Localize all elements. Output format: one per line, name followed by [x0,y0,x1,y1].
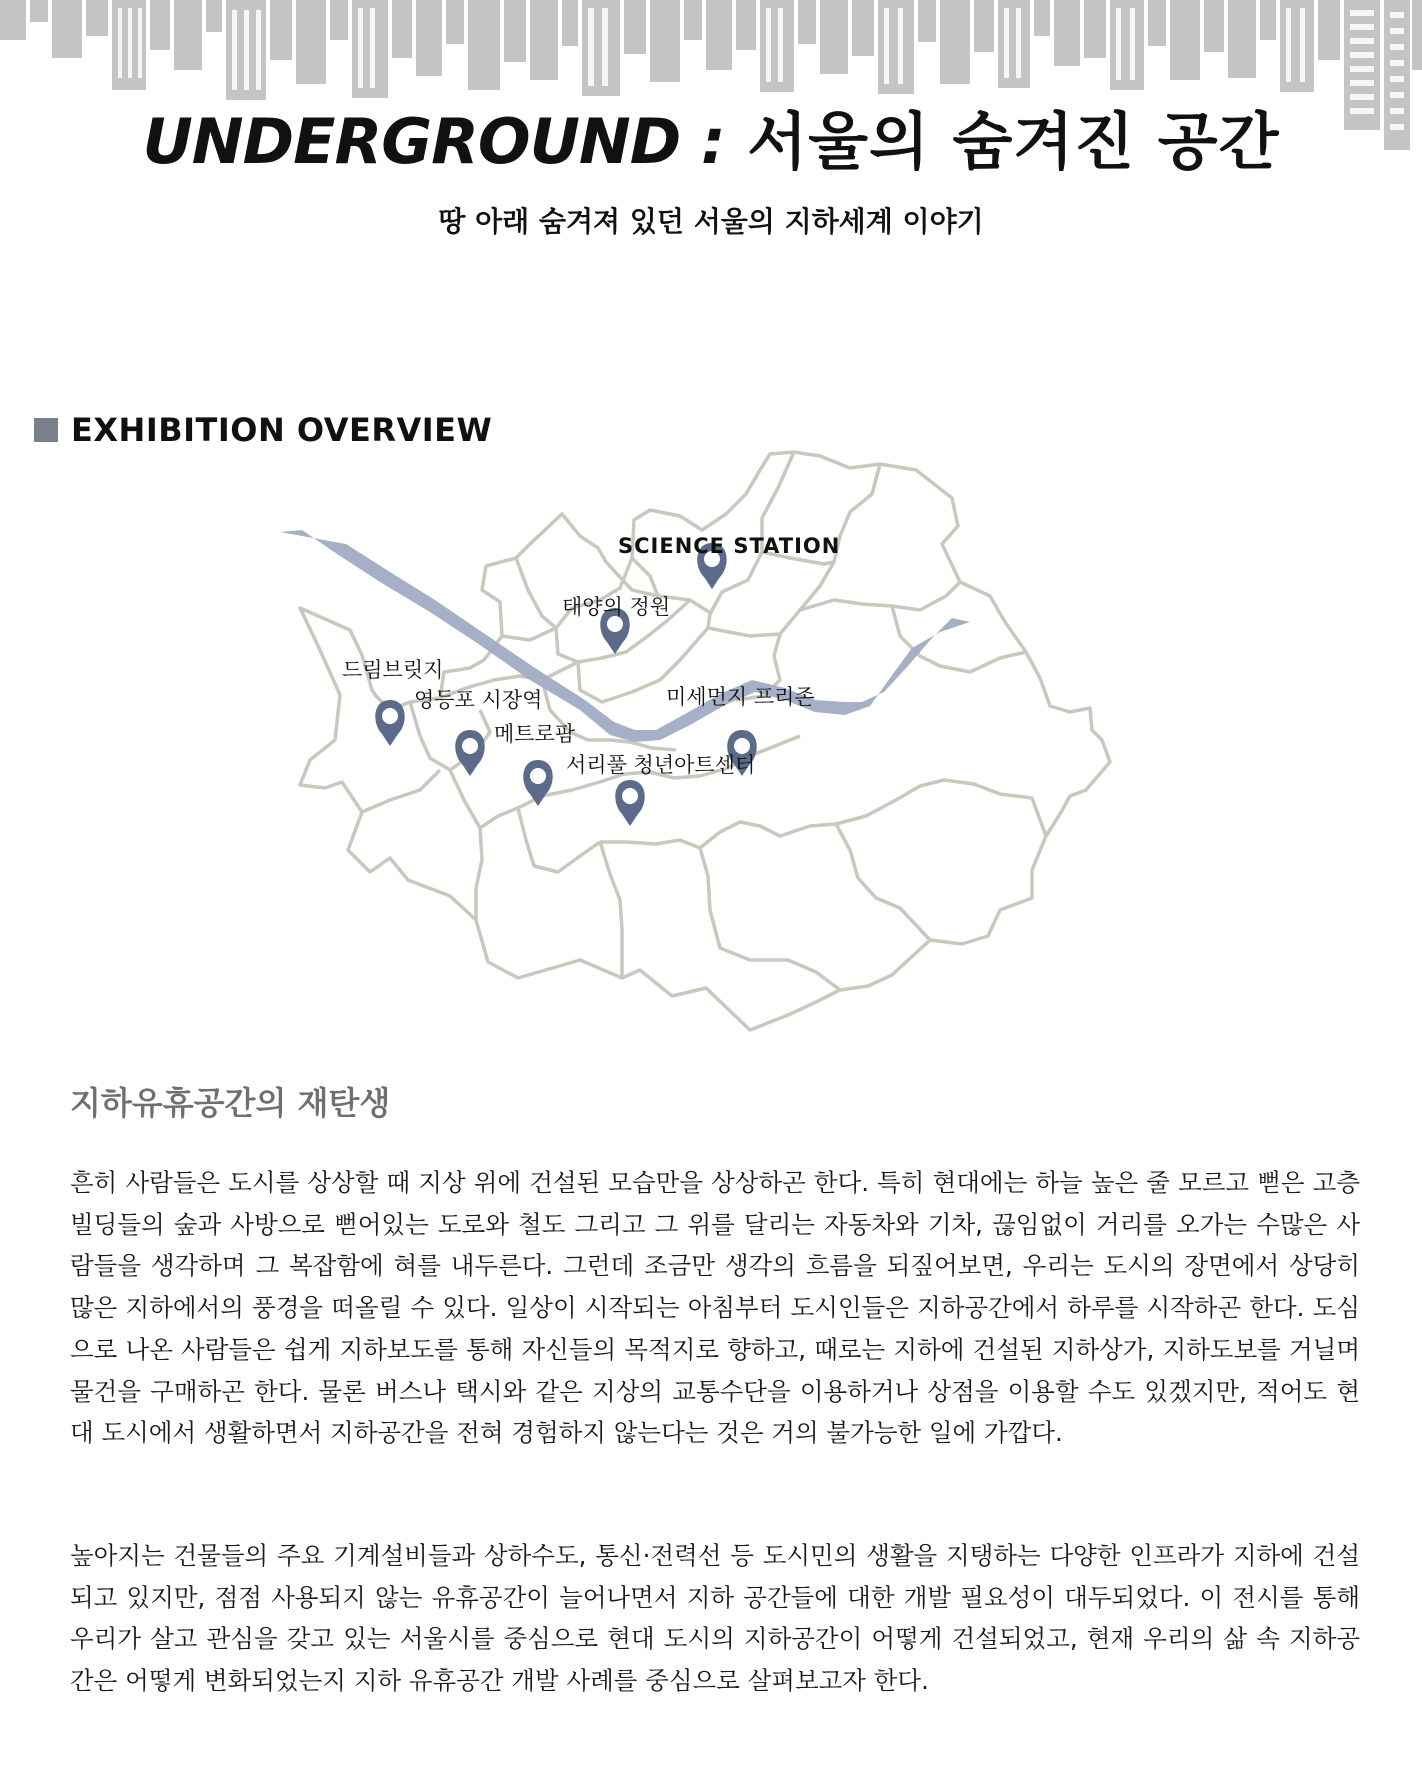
pin-yeongdeungpo-market[interactable] [455,730,484,776]
section-title: EXHIBITION OVERVIEW [71,411,493,449]
pin-dream-bridge[interactable] [375,700,404,746]
section-square-icon [34,418,58,442]
body-paragraph-1: 흔히 사람들은 도시를 상상할 때 지상 위에 건설된 모습만을 상상하곤 한다. 특히 현대에는 하늘 높은 줄 모르고 뻗은 고층빌딩들의 숲과 사방으로 뻗어있는 도로와 철도 그리고 그 위를 달리는 자동차와 기차, 끊임없이 거리를 오가는 수많은 사람들을 생각하며 그 복잡함에 혀를 내두른다. 그런데 조금만 생각의 흐름을 되짚어보면, 우리는 도시의 장면에서 상당히 많은 지하에서의 풍경을 떠올릴 수 있다. 일상이 시작되는 아침부터 도시인들은 지하공간에서 하루를 시작하곤 한다. 도심으로 나온 사람들은 쉽게 지하보도를 통해 자신들의 목적지로 향하고, 때로는 지하에 건설된 지하상가, 지하도보를 거닐며 물건을 구매하곤 한다. 물론 버스나 택시와 같은 지상의 교통수단을 이용하거나 상점을 이용할 수도 있겠지만, 적어도 현대 도시에서 생활하면서 지하공간을 전혀 경험하지 않는다는 것은 거의 불가능한 일에 가깝다. [70,1168,1360,1448]
page-title [0,92,1422,181]
pin-label-yeongdeungpo-market: 영등포 시장역 [414,688,543,712]
pin-label-dream-bridge: 드림브릿지 [342,658,444,682]
pin-label-metro-farm: 메트로팜 [494,722,576,746]
pin-seoripul-art-center[interactable] [615,780,644,826]
page-title-korean: 서울의 숨겨진 공간 [747,105,1280,178]
pin-label-taeyang-garden: 태양의 정원 [562,595,671,619]
pin-label-science-station: SCIENCE STATION [618,534,841,558]
pin-label-fine-dust-free-zone: 미세먼지 프리존 [666,685,815,709]
pin-label-seoripul-art-center: 서리풀 청년아트센터 [566,753,756,777]
page-subtitle: 땅 아래 숨겨져 있던 서울의 지하세계 이야기 [438,205,984,238]
body-paragraph-2: 높아지는 건물들의 주요 기계설비들과 상하수도, 통신·전력선 등 도시민의 생활을 지탱하는 다양한 인프라가 지하에 건설되고 있지만, 점점 사용되지 않는 유휴공간이 늘어나면서 지하 공간들에 대한 개발 필요성이 대두되었다. 이 전시를 통해 우리가 살고 관심을 갖고 있는 서울시를 중심으로 현대 도시의 지하공간이 어떻게 건설되었고, 현재 우리의 삶 속 지하공간은 어떻게 변화되었는지 지하 유휴공간 개발 사례를 중심으로 살펴보고자 한다. [70,1541,1360,1696]
content-subheading: 지하유휴공간의 재탄생 [70,1084,391,1122]
pin-metro-farm[interactable] [523,760,552,806]
seoul-map [280,440,1140,1040]
page-title-english: UNDERGROUND : [142,105,725,178]
